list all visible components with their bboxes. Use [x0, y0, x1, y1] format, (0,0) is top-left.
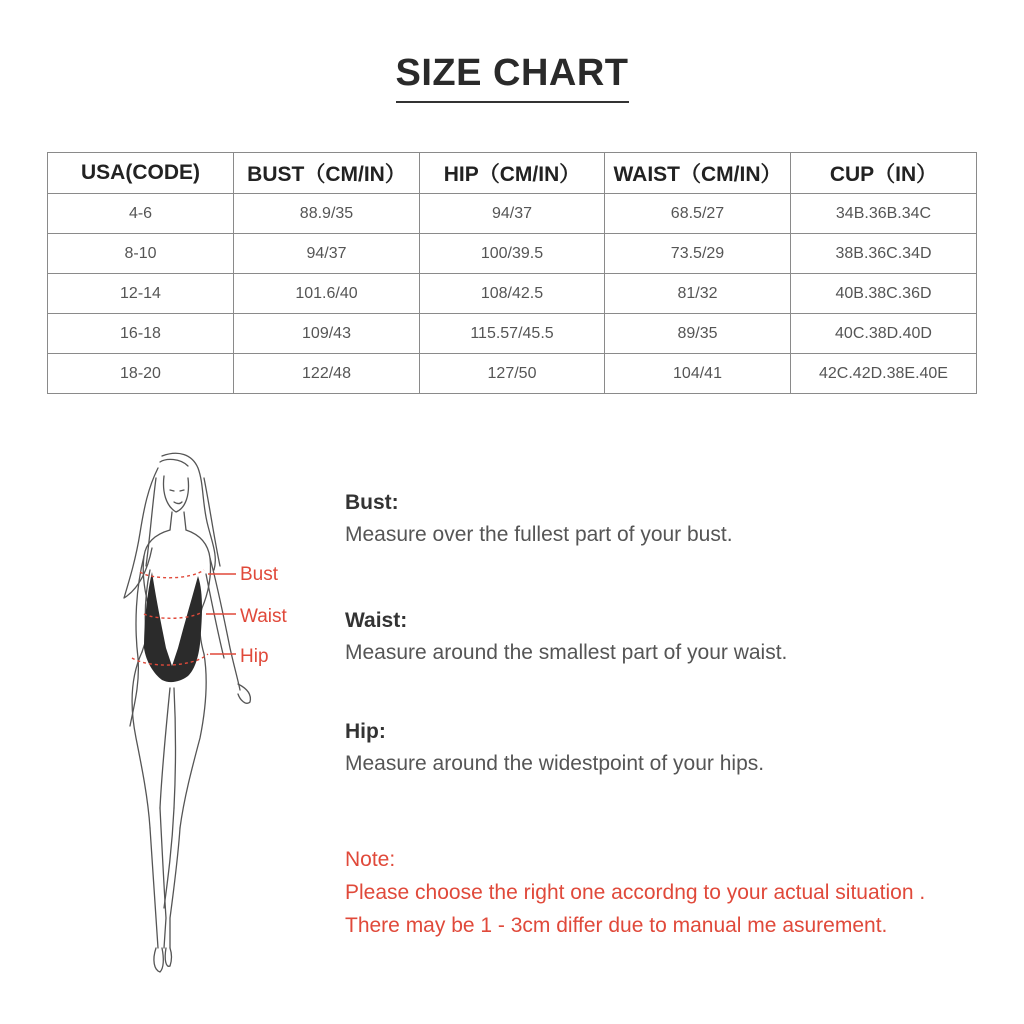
- table-row: [48, 274, 977, 314]
- cell-cup: 42C.42D.38E.40E: [791, 354, 977, 394]
- page-title: SIZE CHART: [396, 52, 629, 103]
- cell-cup: 40B.38C.36D: [791, 274, 977, 314]
- bust-text: Measure over the fullest part of your bust.: [345, 523, 733, 546]
- table-row: [48, 234, 977, 274]
- note-line-2: There may be 1 - 3cm differ due to manual me asurement.: [345, 914, 888, 937]
- bust-heading: Bust:: [345, 491, 399, 514]
- cell-waist: 68.5/27: [605, 194, 791, 234]
- waist-instructions: [345, 609, 787, 665]
- hip-instructions: [345, 720, 764, 776]
- figure-label-hip: Hip: [240, 646, 269, 667]
- table-row: [48, 354, 977, 394]
- cell-hip: 108/42.5: [420, 274, 605, 314]
- header-bust: BUST（CM/IN）: [234, 153, 420, 194]
- cell-usa-code: 12-14: [48, 274, 234, 314]
- table-row: [48, 314, 977, 354]
- note-heading: Note:: [345, 848, 396, 871]
- note-line-1: Please choose the right one accordng to your actual situation .: [345, 881, 926, 904]
- table-row: [48, 194, 977, 234]
- hip-text: Measure around the widestpoint of your hips.: [345, 752, 765, 775]
- cell-hip: 94/37: [420, 194, 605, 234]
- header-hip: HIP（CM/IN）: [420, 153, 605, 194]
- cell-bust: 122/48: [234, 354, 420, 394]
- figure-label-bust: Bust: [240, 564, 279, 585]
- bust-instructions: [345, 491, 733, 547]
- cell-bust: 94/37: [234, 234, 420, 274]
- cell-waist: 81/32: [605, 274, 791, 314]
- body-figure-illustration: [100, 448, 320, 983]
- waist-text: Measure around the smallest part of your waist.: [345, 641, 788, 664]
- cell-cup: 34B.36B.34C: [791, 194, 977, 234]
- cell-cup: 40C.38D.40D: [791, 314, 977, 354]
- table-header-row: [48, 153, 977, 194]
- cell-usa-code: 4-6: [48, 194, 234, 234]
- note-block: [345, 843, 925, 942]
- hip-heading: Hip:: [345, 720, 386, 743]
- header-cup: CUP（IN）: [791, 153, 977, 194]
- cell-waist: 73.5/29: [605, 234, 791, 274]
- cell-cup: 38B.36C.34D: [791, 234, 977, 274]
- cell-usa-code: 8-10: [48, 234, 234, 274]
- page-title-wrap: [0, 52, 1024, 103]
- header-waist: WAIST（CM/IN）: [605, 153, 791, 194]
- header-usa-code: USA(CODE): [48, 153, 234, 194]
- cell-bust: 109/43: [234, 314, 420, 354]
- cell-waist: 89/35: [605, 314, 791, 354]
- waist-heading: Waist:: [345, 609, 408, 632]
- cell-waist: 104/41: [605, 354, 791, 394]
- size-table: [47, 152, 977, 394]
- figure-label-waist: Waist: [240, 606, 287, 627]
- cell-bust: 88.9/35: [234, 194, 420, 234]
- cell-usa-code: 18-20: [48, 354, 234, 394]
- cell-hip: 100/39.5: [420, 234, 605, 274]
- cell-hip: 115.57/45.5: [420, 314, 605, 354]
- cell-bust: 101.6/40: [234, 274, 420, 314]
- cell-hip: 127/50: [420, 354, 605, 394]
- cell-usa-code: 16-18: [48, 314, 234, 354]
